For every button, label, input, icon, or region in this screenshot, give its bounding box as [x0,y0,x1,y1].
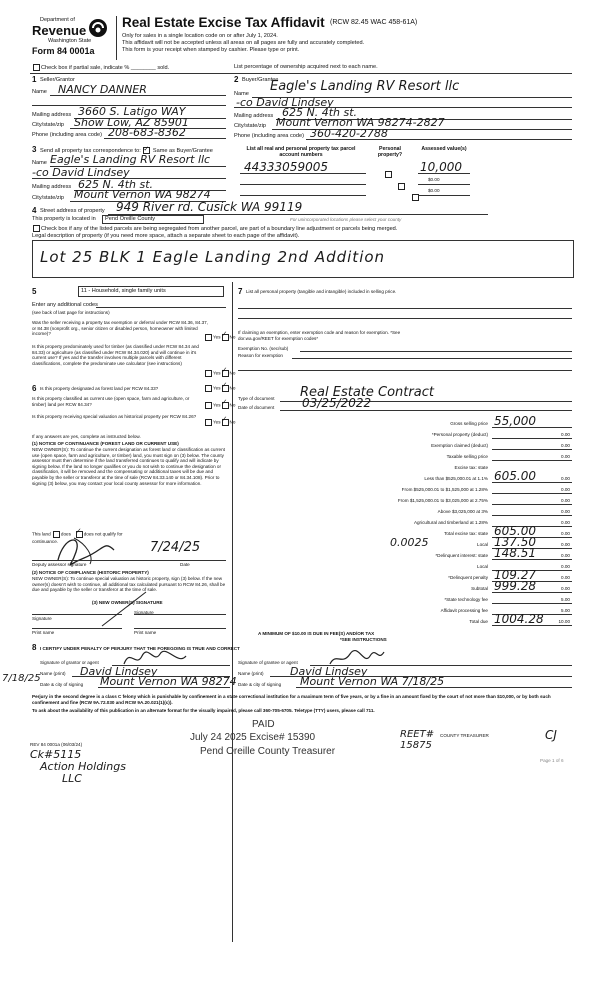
see-instructions: *SEE INSTRUCTIONS [340,637,387,642]
tax-row-label: Total due [469,619,488,624]
washington-state-label: Washington State [48,38,92,44]
local-rate-field[interactable]: 0.0025 [390,536,429,549]
forest-question: Is this property designated as forest land per RCW 84.33? [40,386,159,391]
tax-row-label: Above $3,025,000 at 3% [437,509,488,514]
form-number: Form 84 0001a [32,46,95,56]
q1-yes-checkbox[interactable] [205,334,212,341]
tax-mail-field[interactable]: 625 N. 4th st. [78,178,154,191]
buyer-mail-field[interactable]: 625 N. 4th st. [282,106,358,119]
action-holdings: Action Holdings [40,760,126,773]
tax-row-field[interactable]: 55,000 [494,414,536,428]
see-back-label: (see back of last page for instructions) [32,310,110,315]
grantor-sig-label: Signature of grantor or agent [40,660,99,665]
forest-yesno: Yes✓ No [204,385,235,392]
type-doc-label: Type of document [238,396,275,401]
new-owner-signature-label-1: Signature [32,616,52,621]
street-label: Street address of property [40,208,105,214]
tax-row-printed-value: 0.00 [561,553,570,558]
tax-row-field[interactable]: 148.51 [494,546,536,560]
if-yes-label: If any answers are yes, complete as instructed below. [32,434,141,439]
continuance-body: NEW OWNER(S): To continue the current designation as forest land or classification as current use (open space, farm and agriculture, or timber) land, you must sign on (3) below. The county assessor must then determine if the land transferred continues to qualify and will indicate by signing below. If the land no longer qualifies or you do not wish to continue the designation or classification, it will be removed and the compensating or additional taxes will be due and payable by the seller or transferor at the time of sale (RCW 84.33.140 or 84.34.108). Prior to signing (3) below, you may contact your local county assessor for more information. [32,447,225,486]
buyer-city-field[interactable]: Mount Vernon WA 98274-2827 [276,116,445,129]
assessor-date: 7/24/25 [150,540,201,555]
seller-city-field[interactable]: Show Low, AZ 85901 [74,116,189,129]
certify-label: I CERTIFY UNDER PENALTY OF PERJURY THAT THE FOREGOING IS TRUE AND CORRECT [40,646,240,651]
date-doc-field[interactable]: 03/25/2022 [302,396,372,410]
personal-property-checkbox-2[interactable] [398,183,405,190]
tax-row-field[interactable]: 1004.28 [494,612,544,626]
paid-date-stamp: July 24 2025 Excise# 15390 [190,732,316,743]
q2-no-checkbox[interactable] [222,370,229,377]
q6b-yes-checkbox[interactable] [205,402,212,409]
tax-row-printed-value: 10.00 [558,619,570,624]
seller-mail-label: Mailing address [32,112,72,118]
seller-name-field[interactable]: NANCY DANNER [58,83,147,96]
seller-mail-field[interactable]: 3660 S. Latigo WAY [78,105,186,118]
exemption-yesno: Yes✓ No [204,334,235,341]
exemption-no-label: Exemption No. (sec/sub) [238,346,289,351]
segregate-checkbox[interactable] [33,225,40,232]
tax-name-field-1[interactable]: Eagle's Landing RV Resort llc [50,153,211,166]
tax-row-printed-value: 0.00 [561,498,570,503]
subtitle-1: Only for sales in a single location code on or after July 1, 2024. [122,33,278,39]
tax-row-printed-value: 5.00 [561,608,570,613]
current-use-question: Is this property classified as current use (open space, farm and agriculture, or timber) land per RCW 84.34? [32,396,190,407]
grantor-name-label: Name (print) [40,671,66,676]
section-7-num: 7 [238,287,243,296]
tax-row-printed-value: 0.00 [561,520,570,525]
q2-yes-checkbox[interactable] [205,370,212,377]
tax-row-field[interactable]: 109.27 [494,568,536,582]
grantor-date-city-field[interactable]: Mount Vernon WA 98274 [100,675,237,688]
grantor-left-date: 7/18/25 [2,673,41,684]
new-owner-signature-label-2: Signature [134,610,154,615]
grantee-date-city-field[interactable]: Mount Vernon WA 7/18/25 [300,675,445,688]
county-note: For unincorporated locations please select your county [290,217,402,222]
deputy-date-label: Date [180,562,190,567]
paid-stamp: PAID [252,719,275,730]
page-number: Page 1 of 6 [540,758,564,763]
form-title: Real Estate Excise Tax Affidavit [122,15,325,30]
tax-row-field[interactable]: 137.50 [494,535,536,549]
continuance-heading: (1) NOTICE OF CONTINUANCE (FOREST LAND OR CURRENT USE) [32,441,179,446]
form-citation: (RCW 82.45 WAC 458-61A) [330,19,418,26]
tax-row-printed-value: 0.00 [561,586,570,591]
buyer-city-label: City/state/zip [234,123,267,129]
type-doc-field[interactable]: Real Estate Contract [300,385,434,400]
tax-row-printed-value: 0.00 [561,432,570,437]
exemption-label: If claiming an exemption, enter exemption code and reason for exemption. *See dor.wa.gov/REET for exemption codes* [238,330,401,341]
partial-sale-checkbox[interactable] [33,64,40,71]
new-owner-sig-label: (3) NEW OWNER(S) SIGNATURE [92,600,163,605]
reet-stamp-label: REET# [400,729,435,740]
buyer-name-label: Name [234,91,249,97]
tax-row-printed-value: 0.00 [561,575,570,580]
qualify-row: This land does ✓ does not qualify for [32,531,123,538]
tax-row-printed-value: 0.00 [561,564,570,569]
q1-no-checkbox[interactable] [222,334,229,341]
tax-row-label: *State technology fee [444,597,488,602]
section-6-num: 6 [32,384,37,393]
initials: CJ [545,728,557,742]
seller-city-label: City/state/zip [32,122,65,128]
date-doc-label: Date of document [238,405,275,410]
legal-desc-label: Legal description of property (if you need more space, attach a separate sheet to each page of the affidavit). [32,233,300,239]
tax-row-printed-value: 5.00 [561,597,570,602]
tax-row-label: *Delinquent penalty [448,575,488,580]
rev-number: REV 84 0001a (06/03/24) [30,742,83,747]
tax-row-label: Local [477,564,488,569]
subtitle-3: This form is your receipt when stamped by cashier. Please type or print. [122,47,300,53]
land-use-select[interactable]: 11 - Household, single family units [78,286,224,297]
tax-row-printed-value: 0.00 [561,454,570,459]
tax-row-label: Local [477,542,488,547]
buyer-mail-label: Mailing address [234,113,274,119]
grantee-name-label: Name (print) [238,671,264,676]
tax-row-label: Total excise tax: state [444,531,488,536]
parcel-list-header: List all real and personal property tax parcel account numbers [246,146,356,159]
tax-row-label: *Delinquent interest: state [435,553,488,558]
perjury-notice: Perjury in the second degree is a class C felony which is punishable by confinement in a state correctional institution for a maximum term of five years, or by a fine in an amount fixed by the court of not more than $10,000, or by both such confinement and fine (RCW 9A.72.030 and RCW 9A.20.021(1)(c)). [32,694,551,705]
historic-body: NEW OWNER(S): To continue special valuation as historic property, sign (3) below. If the new owner(s) doesn't wish to continue, all additional tax calculated pursuant to RCW 84.26, shall be due and payable by the seller or transferor at the time of sale. [32,576,226,593]
legal-description-text: Lot 25 BLK 1 Eagle Landing 2nd Addition [40,248,386,266]
tax-row-printed-value: 0.00 [561,542,570,547]
tax-row-label: Gross selling price [450,421,488,426]
tax-row-label: Subtotal [471,586,488,591]
tax-row-label: Exemption claimed (deduct) [431,443,488,448]
assessed-blank-2: $0.00 [428,188,440,193]
deputy-label: Deputy assessor signature [32,562,87,567]
tax-city-label: City/state/zip [32,195,65,201]
section-3-num: 3 [32,145,37,154]
tax-row-label: Taxable selling price [446,454,488,459]
seller-heading: Seller/Grantor [40,77,75,83]
personal-property-checkbox-1[interactable] [385,171,392,178]
q6a-yes-checkbox[interactable] [205,385,212,392]
print-name-label-1: Print name [32,630,55,635]
assessed-blank-1: $0.00 [428,177,440,182]
tax-row-printed-value: 0.00 [561,531,570,536]
tax-name-label: Name [32,160,47,166]
subtitle-2: This affidavit will not be accepted unless all areas on all pages are fully and accurately completed. [122,40,365,46]
tax-row-label: Affidavit processing fee [440,608,488,613]
grantor-date-label: Date & city of signing [40,682,84,687]
reet-number: 15875 [400,740,432,751]
partial-sale-row: Check box if partial sale, indicate % ________ sold. [32,64,169,71]
tax-row-label: Agricultural and timberland at 1.28% [413,520,488,525]
tax-row-printed-value: 0.00 [561,476,570,481]
list-pct-label: List percentage of ownership acquired next to each name. [234,64,378,70]
revenue-logo-icon [88,18,108,38]
seller-phone-field[interactable]: 208-683-8362 [108,126,186,139]
tax-row-label: Less than $525,000.01 at 1.1% [424,476,488,481]
tax-row-label: *Personal property (deduct) [431,432,488,437]
tax-row-printed-value: 0.00 [561,443,570,448]
personal-property-header: Personal property? [377,146,403,159]
personal-property-label: List all personal property (tangible and intangible) included in selling price. [246,289,397,294]
tax-mail-label: Mailing address [32,184,72,190]
section-5-num: 5 [32,287,37,296]
buyer-phone-label: Phone (including area code) [234,133,304,139]
buyer-name-field-1[interactable]: Eagle's Landing RV Resort llc [270,79,460,94]
street-address-field[interactable]: 949 River rd. Cusick WA 99119 [116,200,303,214]
tax-row-printed-value: 0.00 [561,487,570,492]
current-use-yesno: Yes✓ No [204,402,235,409]
q6b-no-checkbox[interactable] [222,402,229,409]
historic-yesno: Yes✓ No [204,419,235,426]
section-2-num: 2 [234,75,239,84]
county-treasurer-label: COUNTY TREASURER [440,733,489,738]
tax-name-field-2[interactable]: -co David Lindsey [32,166,130,179]
tax-row-label: From $1,525,000.01 to $3,025,000 at 2.75% [397,498,488,503]
buyer-name-field-2[interactable]: -co David Lindsey [236,96,334,109]
buyer-phone-field[interactable]: 360-420-2788 [310,127,388,140]
section-4-num: 4 [32,206,37,215]
historic-heading: (2) NOTICE OF COMPLIANCE (HISTORIC PROPERTY) [32,570,149,575]
dept-label: Department of [40,17,75,23]
seller-phone-label: Phone (including area code) [32,132,102,138]
continuance-label: continuance. [32,539,59,544]
timber-question: Is this property predominately used for timber (as classified under RCW 84.34 and 84.33) or agriculture (as classified under RCW 84.34.020) and will continue in it's current use? If yes and the transfer involves multiple parcels with different classifications, complete the predominate use calculator (see instructions) [32,344,199,366]
check-number: Ck#5115 [30,748,82,761]
additional-codes-label: Enter any additional codes [32,302,98,308]
q6c-no-checkbox[interactable] [222,419,229,426]
tax-row-field[interactable]: 605.00 [494,469,536,483]
tax-city-field[interactable]: Mount Vernon WA 98274 [74,188,211,201]
buyer-heading: Buyer/Grantee [242,77,279,83]
tax-row-label: From $525,000.01 to $1,525,000 at 1.28% [401,487,488,492]
print-name-label-2: Print name [134,630,157,635]
alternate-format-notice: To ask about the availability of this publication in an alternate format for the visually impaired, please call 360-705-6705. Teletype (TTY) users, please call 711. [32,708,375,713]
exemption-question: Was the seller receiving a property tax exemption or deferral under RCW 84.36, 84.37, or 84.38 (nonprofit org., senior citizen or disabled person, homeowner with limited income)? [32,320,209,337]
tax-row-label: Excise tax: state [454,465,488,470]
grantee-sig-label: Signature of grantee or agent [238,660,298,665]
reason-label: Reason for exemption [238,353,283,358]
seller-name-label: Name [32,89,47,95]
minimum-notice: A MINIMUM OF $10.00 IS DUE IN FEE(S) AND/OR TAX [258,631,375,636]
assessed-value-header: Assessed value(s) [421,146,467,152]
grantee-date-label: Date & city of signing [238,682,282,687]
grantor-name-field[interactable]: David Lindsey [80,665,158,678]
section-8-num: 8 [32,643,37,652]
assessed-value-field[interactable]: 10,000 [420,160,462,174]
located-label: This property is located in [32,216,96,222]
parcel-number-field[interactable]: 44333059005 [244,160,328,174]
section-3-heading: Send all property tax correspondence to: ✓ Same as Buyer/Grantee [40,147,213,154]
tax-row-field[interactable]: 999.28 [494,579,536,593]
tax-row-printed-value: 0.00 [561,509,570,514]
owner-scribble [100,590,150,630]
timber-yesno: Yes✓ No [204,370,235,377]
county-select[interactable]: Pend Oreille County [102,215,204,224]
llc-text: LLC [62,772,82,785]
segregate-row: Check box if any of the listed parcels are being segregated from another parcel, are part of a boundary line adjustment or parcels being merged. [32,225,397,232]
tax-row-field[interactable]: 605.00 [494,524,536,538]
section-1-num: 1 [32,75,37,84]
grantee-name-field[interactable]: David Lindsey [290,665,368,678]
treasurer-stamp: Pend Oreille County Treasurer [200,746,336,757]
revenue-logo-text: Revenue [32,23,87,38]
historic-question: Is this property receiving special valuation as historical property per RCW 84.26? [32,414,197,419]
q6c-yes-checkbox[interactable] [205,419,212,426]
q6a-no-checkbox[interactable] [222,385,229,392]
